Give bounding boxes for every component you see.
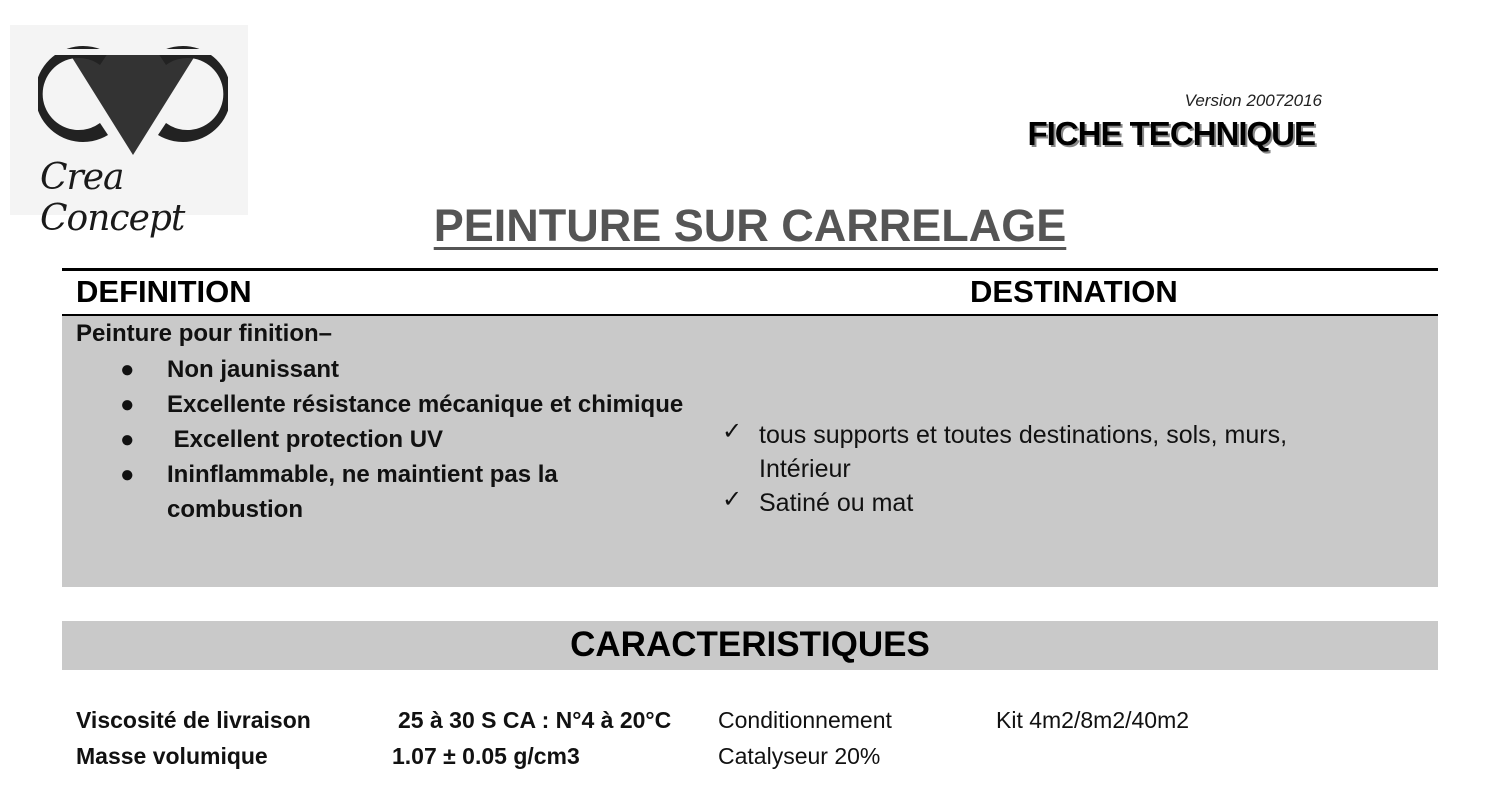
bullet-icon: ● xyxy=(120,391,135,418)
spec-label: Catalyseur 20% xyxy=(718,743,881,769)
checkmark-icon: ✓ xyxy=(722,486,743,513)
list-item: ● Excellent protection UV xyxy=(120,422,700,457)
page-title: PEINTURE SUR CARRELAGE xyxy=(433,200,1067,251)
bullet-icon: ● xyxy=(120,461,135,488)
spec-label: Conditionnement xyxy=(718,707,892,733)
table-row xyxy=(0,743,1500,777)
list-item: ✓ tous supports et toutes destinations, sols, murs, Intérieur xyxy=(722,418,1382,486)
list-item: ● Non jaunissant xyxy=(120,352,700,387)
document-type: FICHE TECHNIQUE xyxy=(1027,115,1315,152)
spec-label: Masse volumique xyxy=(76,743,268,769)
caracteristiques-heading: CARACTERISTIQUES xyxy=(570,625,930,664)
definition-intro: Peinture pour finition– xyxy=(76,320,332,347)
destination-list xyxy=(722,418,1382,520)
logo-emblem-icon xyxy=(38,43,228,163)
list-item: ● Ininflammable, ne maintient pas la combustion xyxy=(120,457,700,527)
spec-label: Viscosité de livraison xyxy=(76,707,311,733)
definition-list xyxy=(120,352,700,527)
logo-wordmark: Crea Concept xyxy=(40,157,185,239)
bullet-icon: ● xyxy=(120,426,135,453)
spec-value: 25 à 30 S CA : N°4 à 20°C xyxy=(398,707,672,733)
spec-value: Kit 4m2/8m2/40m2 xyxy=(996,707,1190,733)
list-item: ✓ Satiné ou mat xyxy=(722,486,1382,520)
company-logo xyxy=(10,25,248,239)
version-label: Version 20072016 xyxy=(1184,91,1322,110)
bullet-icon: ● xyxy=(120,356,135,383)
table-top-rule xyxy=(62,268,1438,271)
checkmark-icon: ✓ xyxy=(722,418,743,445)
definition-heading: DEFINITION xyxy=(76,274,252,309)
destination-heading: DESTINATION xyxy=(970,274,1178,309)
list-item: ● Excellente résistance mécanique et chimique xyxy=(120,387,700,422)
table-row xyxy=(0,707,1500,741)
spec-value: 1.07 ± 0.05 g/cm3 xyxy=(392,743,580,769)
